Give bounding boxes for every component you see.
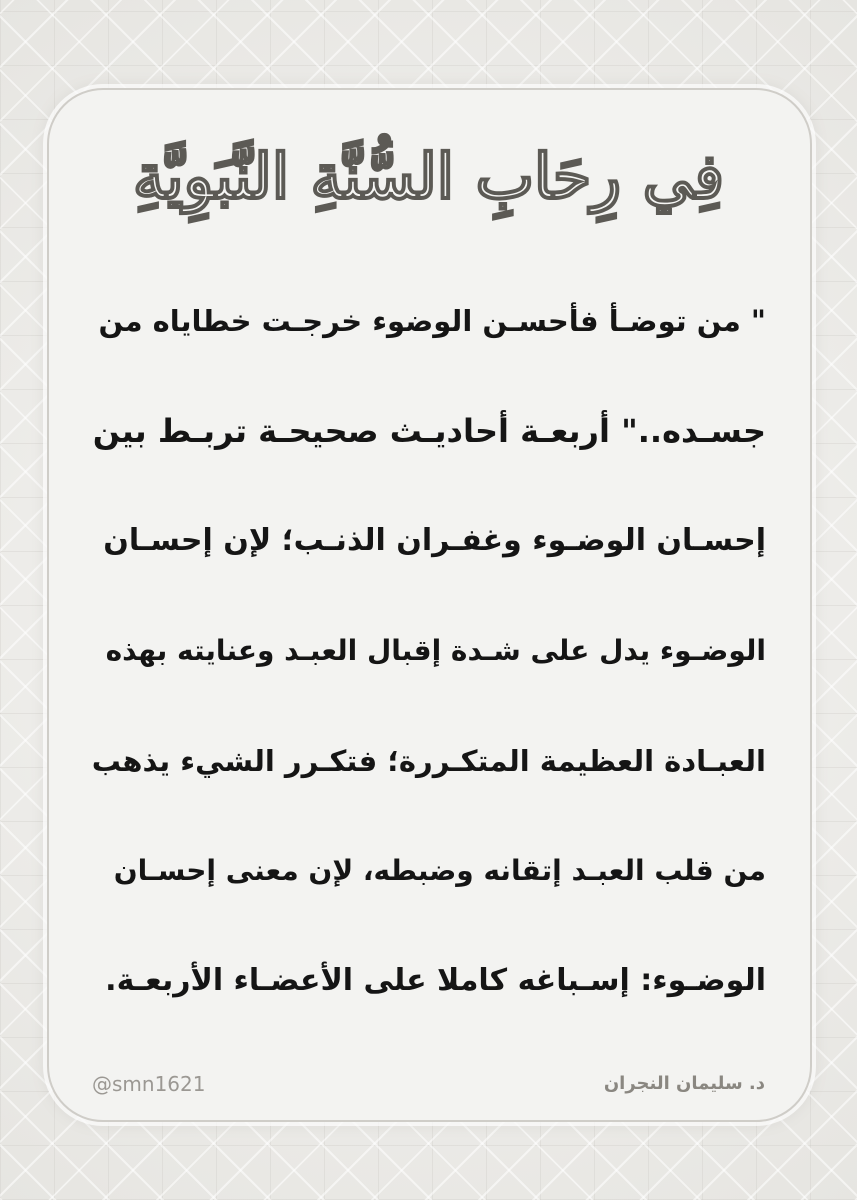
text-line: الوضـوء يدل على شـدة إقبال العبـد وعنايته بهذه — [105, 634, 766, 667]
hadith-text — [92, 266, 766, 1036]
text-line: العبـادة العظيمة المتكـررة؛ فتكـرر الشيء يذهب — [91, 744, 766, 778]
social-handle: @smn1621 — [92, 1072, 206, 1096]
author-name: د. سليمان النجران — [603, 1073, 765, 1094]
text-line: " من توضـأ فأحسـن الوضوء خرجـت خطاياه من — [98, 304, 766, 338]
text-line: الوضـوء: إسـباغه كاملا على الأعضـاء الأربعـة. — [105, 963, 766, 998]
text-line: جسـده.." أربعـة أحاديـث صحيحـة تربـط بين — [92, 412, 766, 450]
calligraphy-title: فِي رِحَابِ السُّنَّةِ النَّبَوِيَّةِ — [132, 140, 725, 213]
text-line: من قلب العبـد إتقانه وضبطه، لإن معنى إحسـان — [113, 854, 766, 887]
text-line: إحسـان الوضـوء وغفـران الذنـب؛ لإن إحسـان — [103, 523, 766, 558]
page-title — [0, 122, 857, 232]
